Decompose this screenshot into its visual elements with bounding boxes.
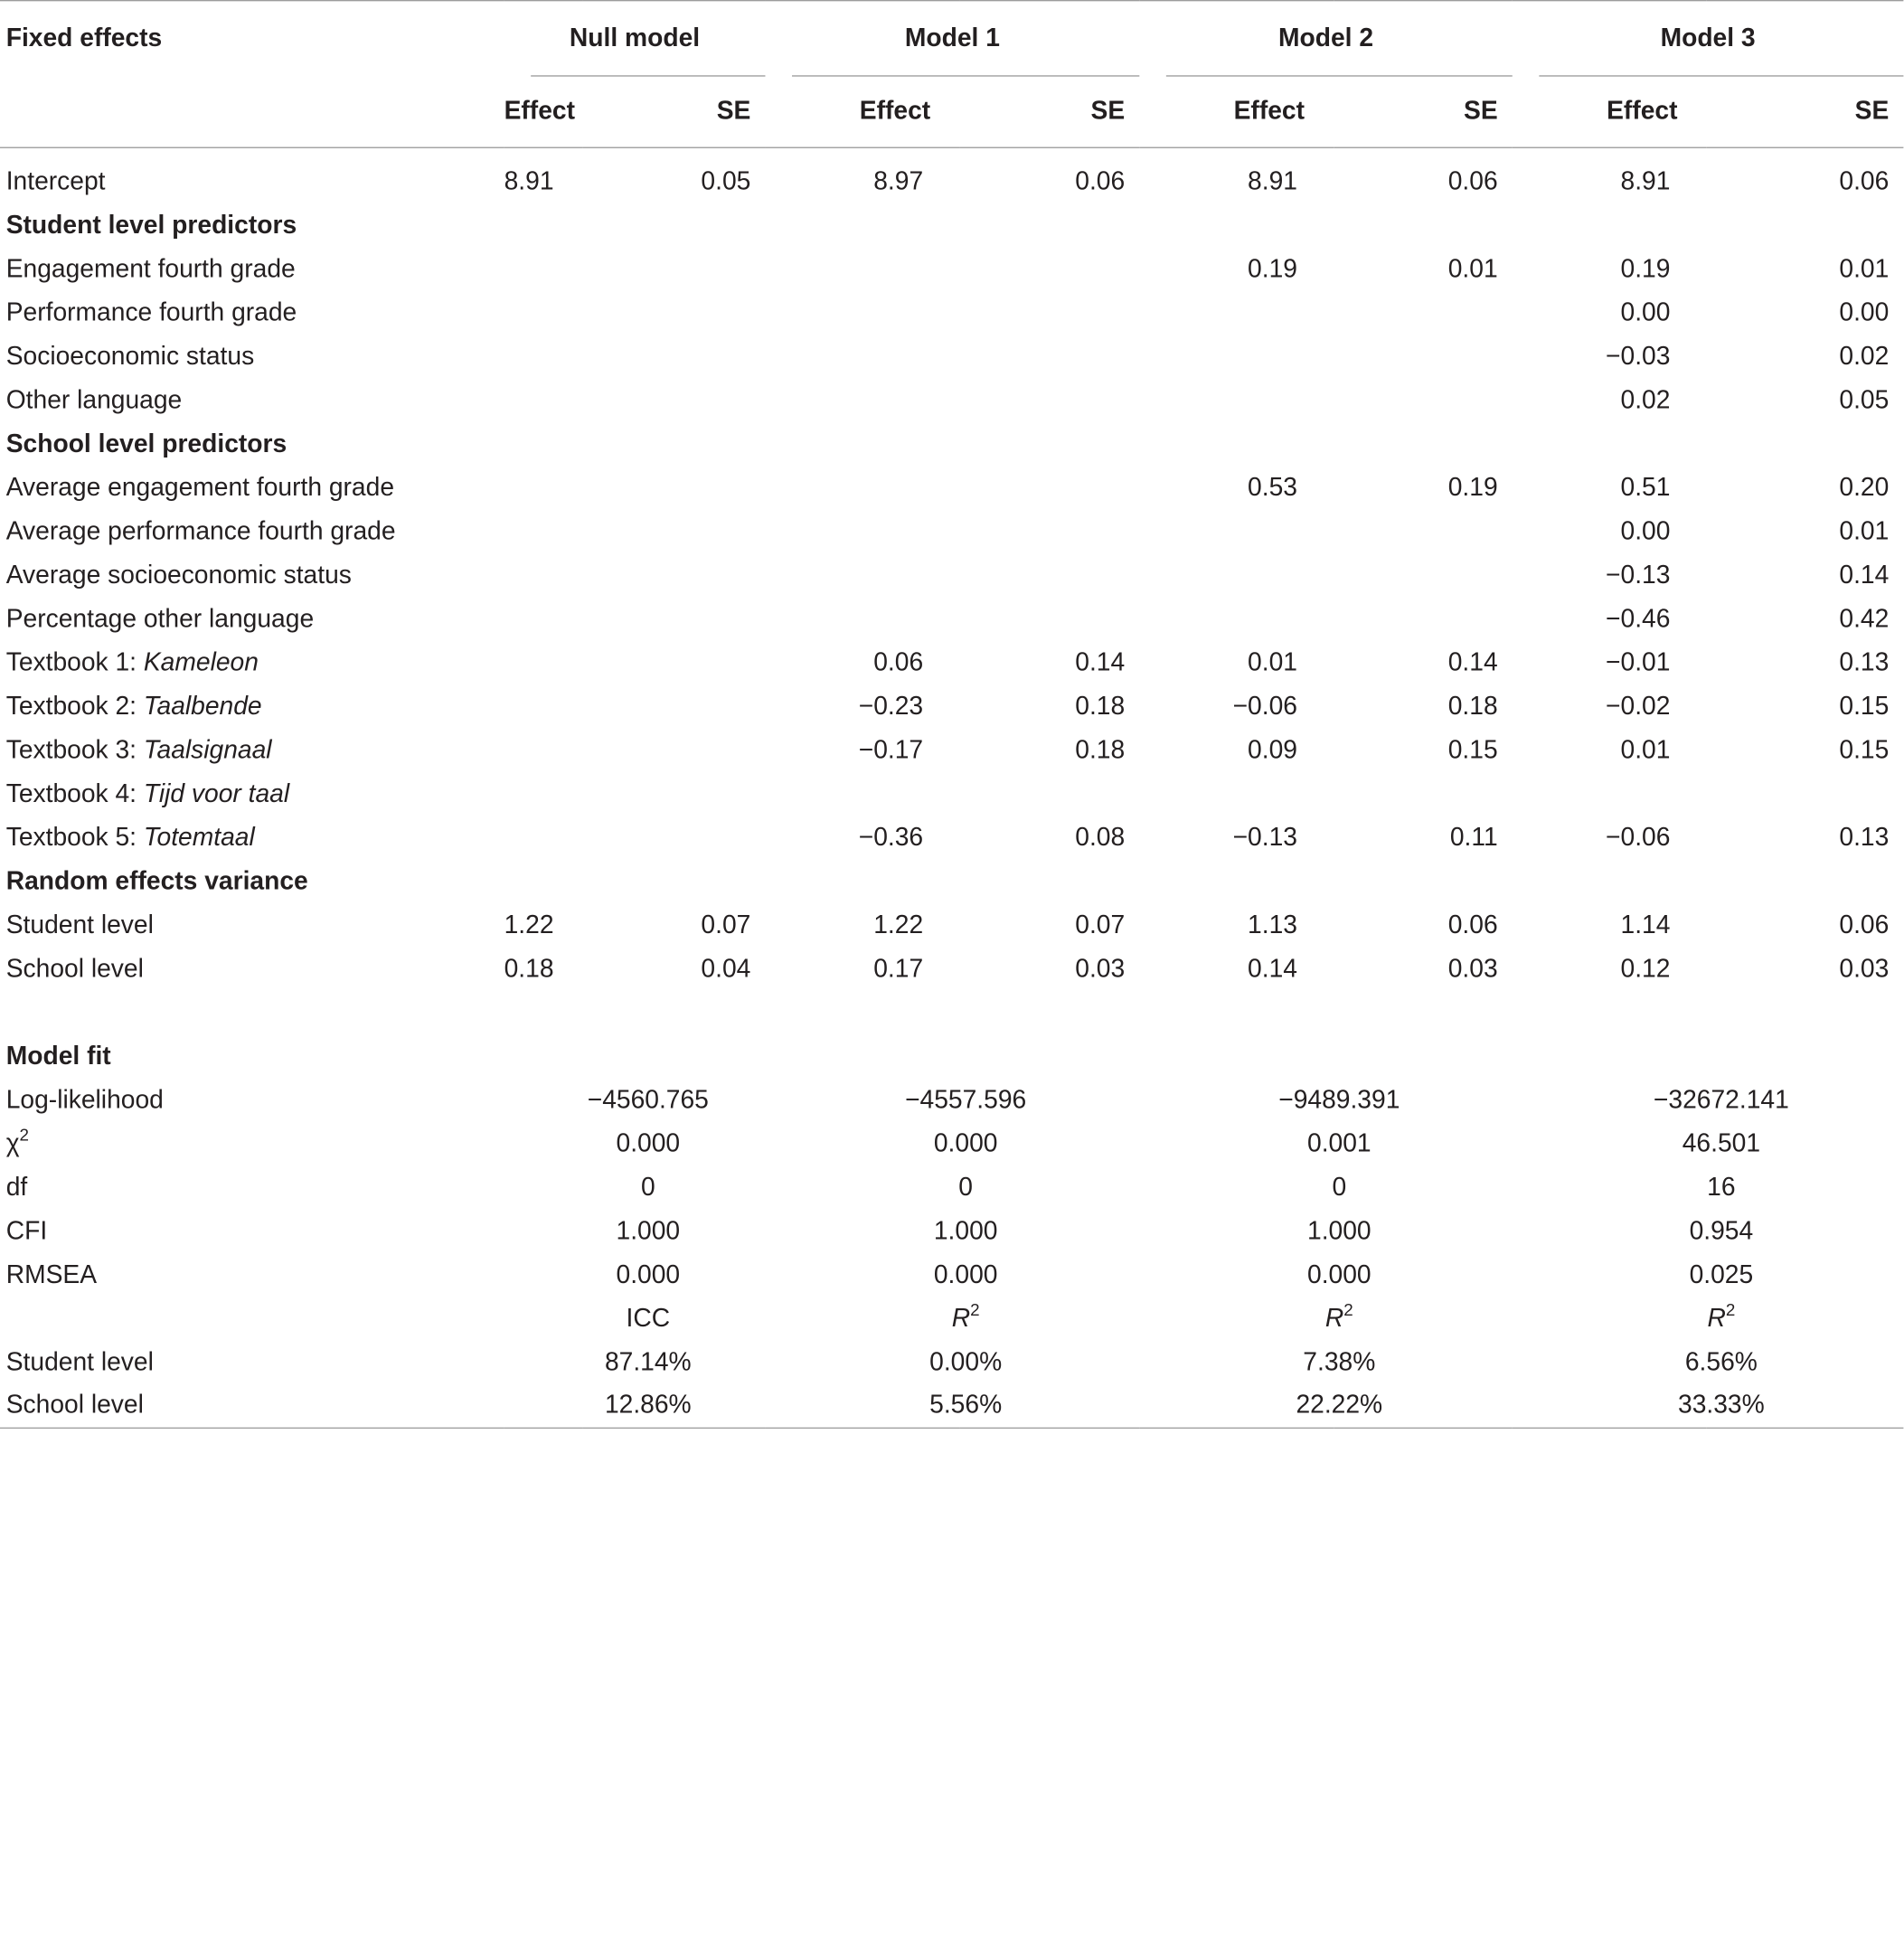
section-row <box>0 860 1903 903</box>
fit-value-cell: −9489.391 <box>1278 1085 1400 1114</box>
header-se: SE <box>1090 97 1126 126</box>
effect-cell: 1.14 <box>1620 910 1671 939</box>
se-cell: 0.01 <box>1839 254 1890 283</box>
stat-superscript: 2 <box>970 1298 980 1319</box>
se-cell <box>583 291 766 335</box>
effect-cell: 0.53 <box>1248 473 1297 502</box>
header-row-models <box>0 1 1903 77</box>
fit-value-cell: 0.00% <box>929 1347 1003 1376</box>
header-underline <box>792 75 1139 76</box>
fit-row <box>0 1210 1903 1253</box>
row-label <box>0 1297 504 1340</box>
header-se: SE <box>716 97 751 126</box>
section-row <box>0 203 1903 247</box>
stat-label: R <box>1707 1304 1726 1333</box>
table-row <box>0 291 1903 335</box>
effect-cell <box>504 728 583 771</box>
se-cell <box>1334 510 1513 553</box>
se-cell <box>959 772 1139 816</box>
row-label <box>0 684 504 728</box>
row-label-text: Average performance fourth grade <box>5 516 396 545</box>
effect-cell <box>504 379 583 422</box>
se-cell <box>583 553 766 597</box>
row-label <box>0 772 504 816</box>
effect-cell: −0.01 <box>1606 647 1671 676</box>
effect-cell <box>504 816 583 859</box>
effect-cell: 0.17 <box>873 954 924 983</box>
header-fixed-effects: Fixed effects <box>5 24 163 52</box>
se-cell: 0.06 <box>1075 166 1126 195</box>
fit-value-cell: 87.14% <box>604 1347 692 1376</box>
se-cell: 0.15 <box>1447 735 1498 764</box>
textbook-name: Kameleon <box>143 647 259 676</box>
row-label-text: Textbook 5: <box>5 823 144 852</box>
header-effect: Effect <box>1607 97 1678 126</box>
se-cell: 0.20 <box>1839 473 1890 502</box>
stat-label: R <box>1324 1304 1344 1333</box>
se-cell <box>583 247 766 290</box>
se-cell: 0.14 <box>1447 647 1498 676</box>
fit-value-cell: 5.56% <box>929 1391 1003 1420</box>
row-label <box>0 597 504 640</box>
header-underline <box>1166 75 1513 76</box>
stat-label: ICC <box>626 1304 671 1333</box>
header-row-effect-se <box>0 77 1903 148</box>
effect-cell: 0.09 <box>1248 735 1297 764</box>
header-model-label: Model 1 <box>904 24 1000 52</box>
header-se: SE <box>1854 97 1890 126</box>
se-cell <box>1334 553 1513 597</box>
effect-cell <box>765 335 959 378</box>
se-cell: 0.14 <box>1075 647 1126 676</box>
header-underline <box>531 75 765 76</box>
textbook-name: Totemtaal <box>143 823 255 852</box>
header-model-0 <box>504 1 766 77</box>
se-cell: 0.04 <box>701 954 751 983</box>
effect-cell: 8.97 <box>873 166 924 195</box>
effect-cell <box>504 510 583 553</box>
row-label-text: Performance fourth grade <box>5 297 297 326</box>
row-label-text: Textbook 2: <box>5 692 144 721</box>
row-label <box>0 1384 504 1428</box>
table-row <box>0 510 1903 553</box>
effect-cell <box>504 553 583 597</box>
effect-cell: 1.22 <box>504 910 554 939</box>
header-model-2 <box>1139 1 1512 77</box>
section-heading: Random effects variance <box>5 866 308 895</box>
se-cell: 0.42 <box>1839 604 1890 633</box>
effect-cell: 0.18 <box>504 954 554 983</box>
se-cell: 0.18 <box>1075 735 1126 764</box>
header-se: SE <box>1464 97 1498 126</box>
effect-cell: 0.02 <box>1620 385 1671 414</box>
effect-cell <box>765 466 959 509</box>
header-model-1 <box>765 1 1139 77</box>
fit-value-cell: 0.000 <box>933 1259 998 1288</box>
se-cell: 0.13 <box>1839 647 1890 676</box>
se-cell: 0.06 <box>1839 166 1890 195</box>
se-cell: 0.18 <box>1447 692 1498 721</box>
row-label-text: Textbook 3: <box>5 735 144 764</box>
se-cell <box>959 510 1139 553</box>
effect-cell: 0.19 <box>1248 254 1297 283</box>
se-cell: 0.00 <box>1839 297 1890 326</box>
effect-cell <box>1139 553 1334 597</box>
row-label-text: School level <box>5 954 144 983</box>
stat-label-cell <box>1139 1297 1512 1340</box>
row-label <box>0 947 504 990</box>
header-model-label: Model 2 <box>1278 24 1374 52</box>
spacer-row <box>0 147 1903 159</box>
effect-cell <box>1139 597 1334 640</box>
effect-cell: −0.36 <box>858 823 924 852</box>
row-label-text: Textbook 1: <box>5 647 144 676</box>
label-superscript: 2 <box>19 1124 30 1144</box>
spacer-cell <box>0 991 1903 1034</box>
fit-value-cell: 0 <box>958 1173 974 1202</box>
se-cell: 0.03 <box>1839 954 1890 983</box>
textbook-name: Taalsignaal <box>143 735 272 764</box>
stat-superscript: 2 <box>1725 1298 1736 1319</box>
fit-value-cell: 0.000 <box>616 1259 681 1288</box>
se-cell: 0.06 <box>1839 910 1890 939</box>
se-cell <box>959 379 1139 422</box>
effect-cell: 1.22 <box>873 910 924 939</box>
table-row <box>0 728 1903 771</box>
fit-value-cell: 0.000 <box>933 1128 998 1157</box>
fit-value-cell: 6.56% <box>1684 1347 1758 1376</box>
effect-cell <box>504 291 583 335</box>
se-cell <box>959 553 1139 597</box>
se-cell <box>583 379 766 422</box>
fit-row <box>0 1078 1903 1121</box>
fit-row <box>0 1253 1903 1297</box>
effect-cell: −0.17 <box>858 735 924 764</box>
se-cell: 0.06 <box>1447 166 1498 195</box>
se-cell <box>1334 772 1513 816</box>
se-cell <box>583 772 766 816</box>
row-label <box>0 1210 504 1253</box>
fit-value-cell: 0 <box>640 1173 655 1202</box>
se-cell: 0.06 <box>1447 910 1498 939</box>
stat-label-cell <box>765 1297 1139 1340</box>
row-label-text: Engagement fourth grade <box>5 254 296 283</box>
effect-cell: −0.46 <box>1606 604 1671 633</box>
se-cell <box>959 335 1139 378</box>
row-label <box>0 1165 504 1209</box>
row-label <box>0 510 504 553</box>
effect-cell <box>1139 291 1334 335</box>
row-label <box>0 816 504 859</box>
fit-value-cell: 22.22% <box>1296 1391 1383 1420</box>
row-label-text: Average socioeconomic status <box>5 561 352 589</box>
stat-label-row <box>0 1297 1903 1340</box>
se-cell <box>583 816 766 859</box>
stat-label-cell <box>1513 1297 1904 1340</box>
effect-cell <box>504 335 583 378</box>
row-label <box>0 1253 504 1297</box>
effect-cell <box>765 510 959 553</box>
se-cell: 0.11 <box>1449 823 1498 852</box>
effect-cell <box>1139 772 1334 816</box>
row-label-text: Student level <box>5 910 154 939</box>
effect-cell <box>765 597 959 640</box>
row-label <box>0 641 504 684</box>
header-model-label: Null model <box>569 24 701 52</box>
effect-cell <box>504 247 583 290</box>
se-cell <box>1334 335 1513 378</box>
effect-cell: −0.13 <box>1606 561 1671 589</box>
se-cell: 0.13 <box>1839 823 1890 852</box>
table-row <box>0 772 1903 816</box>
fit-value-cell: 1.000 <box>933 1216 998 1245</box>
effect-cell <box>765 291 959 335</box>
table-row <box>0 247 1903 290</box>
effect-cell <box>1139 379 1334 422</box>
row-label <box>0 160 504 203</box>
se-cell <box>583 728 766 771</box>
effect-cell: −0.06 <box>1232 692 1297 721</box>
se-cell: 0.08 <box>1075 823 1126 852</box>
effect-cell <box>504 772 583 816</box>
header-effect: Effect <box>504 97 576 126</box>
effect-cell: 0.19 <box>1620 254 1671 283</box>
se-cell: 0.14 <box>1839 561 1890 589</box>
row-label-text: Student level <box>5 1347 154 1376</box>
table-row <box>0 684 1903 728</box>
row-label-text: Other language <box>5 385 183 414</box>
row-label-text: CFI <box>5 1216 48 1245</box>
se-cell <box>583 466 766 509</box>
se-cell: 0.07 <box>701 910 751 939</box>
stat-superscript: 2 <box>1343 1298 1353 1319</box>
fit-value-cell: 12.86% <box>604 1391 692 1420</box>
se-cell: 0.07 <box>1075 910 1126 939</box>
fit-value-cell: −4560.765 <box>587 1085 709 1114</box>
header-model-3 <box>1513 1 1904 77</box>
row-label <box>0 247 504 290</box>
model-fit-heading: Model fit <box>5 1042 111 1071</box>
se-cell <box>1334 379 1513 422</box>
table-row <box>0 947 1903 990</box>
row-label <box>0 1341 504 1384</box>
fit-value-cell: 1.000 <box>616 1216 681 1245</box>
effect-cell: 8.91 <box>1620 166 1671 195</box>
table-row <box>0 597 1903 640</box>
effect-cell <box>765 553 959 597</box>
fit-value-cell: 7.38% <box>1303 1347 1376 1376</box>
table-row <box>0 641 1903 684</box>
effect-cell: 0.00 <box>1620 516 1671 545</box>
se-cell <box>583 510 766 553</box>
table-row <box>0 466 1903 509</box>
header-model-label: Model 3 <box>1660 24 1756 52</box>
table-row <box>0 379 1903 422</box>
table-row <box>0 335 1903 378</box>
se-cell: 0.05 <box>1839 385 1890 414</box>
effect-cell: 0.14 <box>1248 954 1297 983</box>
se-cell: 0.02 <box>1839 342 1890 371</box>
effect-cell: 0.00 <box>1620 297 1671 326</box>
se-cell <box>1707 772 1904 816</box>
effect-cell <box>1513 772 1707 816</box>
row-label <box>0 379 504 422</box>
fit-value-cell: 33.33% <box>1678 1391 1765 1420</box>
stat-label-cell <box>504 1297 766 1340</box>
variance-row <box>0 1341 1903 1384</box>
row-label <box>0 1078 504 1121</box>
section-heading: Student level predictors <box>5 211 297 240</box>
effect-cell: 0.06 <box>873 647 924 676</box>
effect-cell: −0.03 <box>1606 342 1671 371</box>
effect-cell: 0.01 <box>1620 735 1671 764</box>
table-row <box>0 903 1903 947</box>
se-cell: 0.01 <box>1839 516 1890 545</box>
fit-value-cell: 0.000 <box>1307 1259 1371 1288</box>
se-cell <box>959 466 1139 509</box>
row-label-text: Log-likelihood <box>5 1085 164 1114</box>
effect-cell <box>1139 335 1334 378</box>
fit-value-cell: −32672.141 <box>1653 1085 1789 1114</box>
effect-cell <box>765 772 959 816</box>
fit-value-cell: 0 <box>1332 1173 1347 1202</box>
row-label <box>0 728 504 771</box>
se-cell <box>583 641 766 684</box>
header-empty <box>0 77 504 148</box>
effect-cell <box>504 597 583 640</box>
row-label <box>0 1122 504 1165</box>
row-label-text: School level <box>5 1391 144 1420</box>
se-cell <box>1334 291 1513 335</box>
effect-cell: −0.13 <box>1232 823 1297 852</box>
section-heading: School level predictors <box>5 429 287 458</box>
fit-row <box>0 1122 1903 1165</box>
se-cell <box>959 597 1139 640</box>
row-label <box>0 335 504 378</box>
table-row <box>0 553 1903 597</box>
stat-label: R <box>951 1304 971 1333</box>
spacer-cell <box>0 147 1903 159</box>
se-cell: 0.03 <box>1075 954 1126 983</box>
fit-value-cell: 0.025 <box>1689 1259 1754 1288</box>
effect-cell: −0.06 <box>1606 823 1671 852</box>
effect-cell: 0.01 <box>1248 647 1297 676</box>
header-underline <box>1539 75 1903 76</box>
row-label-text: χ <box>5 1128 20 1157</box>
textbook-name: Tijd voor taal <box>143 778 290 807</box>
se-cell: 0.01 <box>1447 254 1498 283</box>
effect-cell: 0.51 <box>1620 473 1671 502</box>
effect-cell: 1.13 <box>1248 910 1297 939</box>
se-cell <box>583 597 766 640</box>
effect-cell <box>1139 510 1334 553</box>
row-label <box>0 466 504 509</box>
section-row <box>0 1034 1903 1078</box>
se-cell: 0.05 <box>701 166 751 195</box>
effect-cell: 8.91 <box>504 166 554 195</box>
effect-cell: −0.23 <box>858 692 924 721</box>
fit-row <box>0 1165 1903 1209</box>
se-cell <box>583 684 766 728</box>
se-cell: 0.03 <box>1447 954 1498 983</box>
effect-cell <box>504 641 583 684</box>
row-label <box>0 903 504 947</box>
effect-cell <box>765 379 959 422</box>
fit-value-cell: 0.000 <box>616 1128 681 1157</box>
se-cell <box>959 291 1139 335</box>
se-cell <box>583 335 766 378</box>
row-label-text: Socioeconomic status <box>5 342 255 371</box>
se-cell <box>1334 597 1513 640</box>
se-cell: 0.15 <box>1839 735 1890 764</box>
se-cell: 0.15 <box>1839 692 1890 721</box>
fit-value-cell: 0.001 <box>1307 1128 1371 1157</box>
header-effect: Effect <box>1233 97 1305 126</box>
variance-row <box>0 1384 1903 1428</box>
se-cell: 0.19 <box>1447 473 1498 502</box>
row-label-text: Textbook 4: <box>5 778 144 807</box>
effect-cell <box>765 247 959 290</box>
fit-value-cell: 1.000 <box>1307 1216 1371 1245</box>
row-label <box>0 291 504 335</box>
table-row <box>0 160 1903 203</box>
se-cell: 0.18 <box>1075 692 1126 721</box>
effect-cell: 0.12 <box>1620 954 1671 983</box>
row-label-text: Average engagement fourth grade <box>5 473 395 502</box>
section-row <box>0 422 1903 466</box>
row-label-text: RMSEA <box>5 1259 98 1288</box>
se-cell <box>959 247 1139 290</box>
row-label <box>0 553 504 597</box>
fit-value-cell: 0.954 <box>1689 1216 1754 1245</box>
row-label-text: df <box>5 1173 28 1202</box>
fit-value-cell: 16 <box>1707 1173 1736 1202</box>
spacer-row <box>0 991 1903 1034</box>
textbook-name: Taalbende <box>143 692 262 721</box>
effect-cell: −0.02 <box>1606 692 1671 721</box>
row-label-text: Intercept <box>5 166 106 195</box>
table-row <box>0 816 1903 859</box>
row-label-text: Percentage other language <box>5 604 315 633</box>
effect-cell <box>504 466 583 509</box>
effect-cell: 8.91 <box>1248 166 1297 195</box>
fit-value-cell: 46.501 <box>1682 1128 1761 1157</box>
fit-value-cell: −4557.596 <box>905 1085 1027 1114</box>
header-effect: Effect <box>859 97 931 126</box>
effect-cell <box>504 684 583 728</box>
